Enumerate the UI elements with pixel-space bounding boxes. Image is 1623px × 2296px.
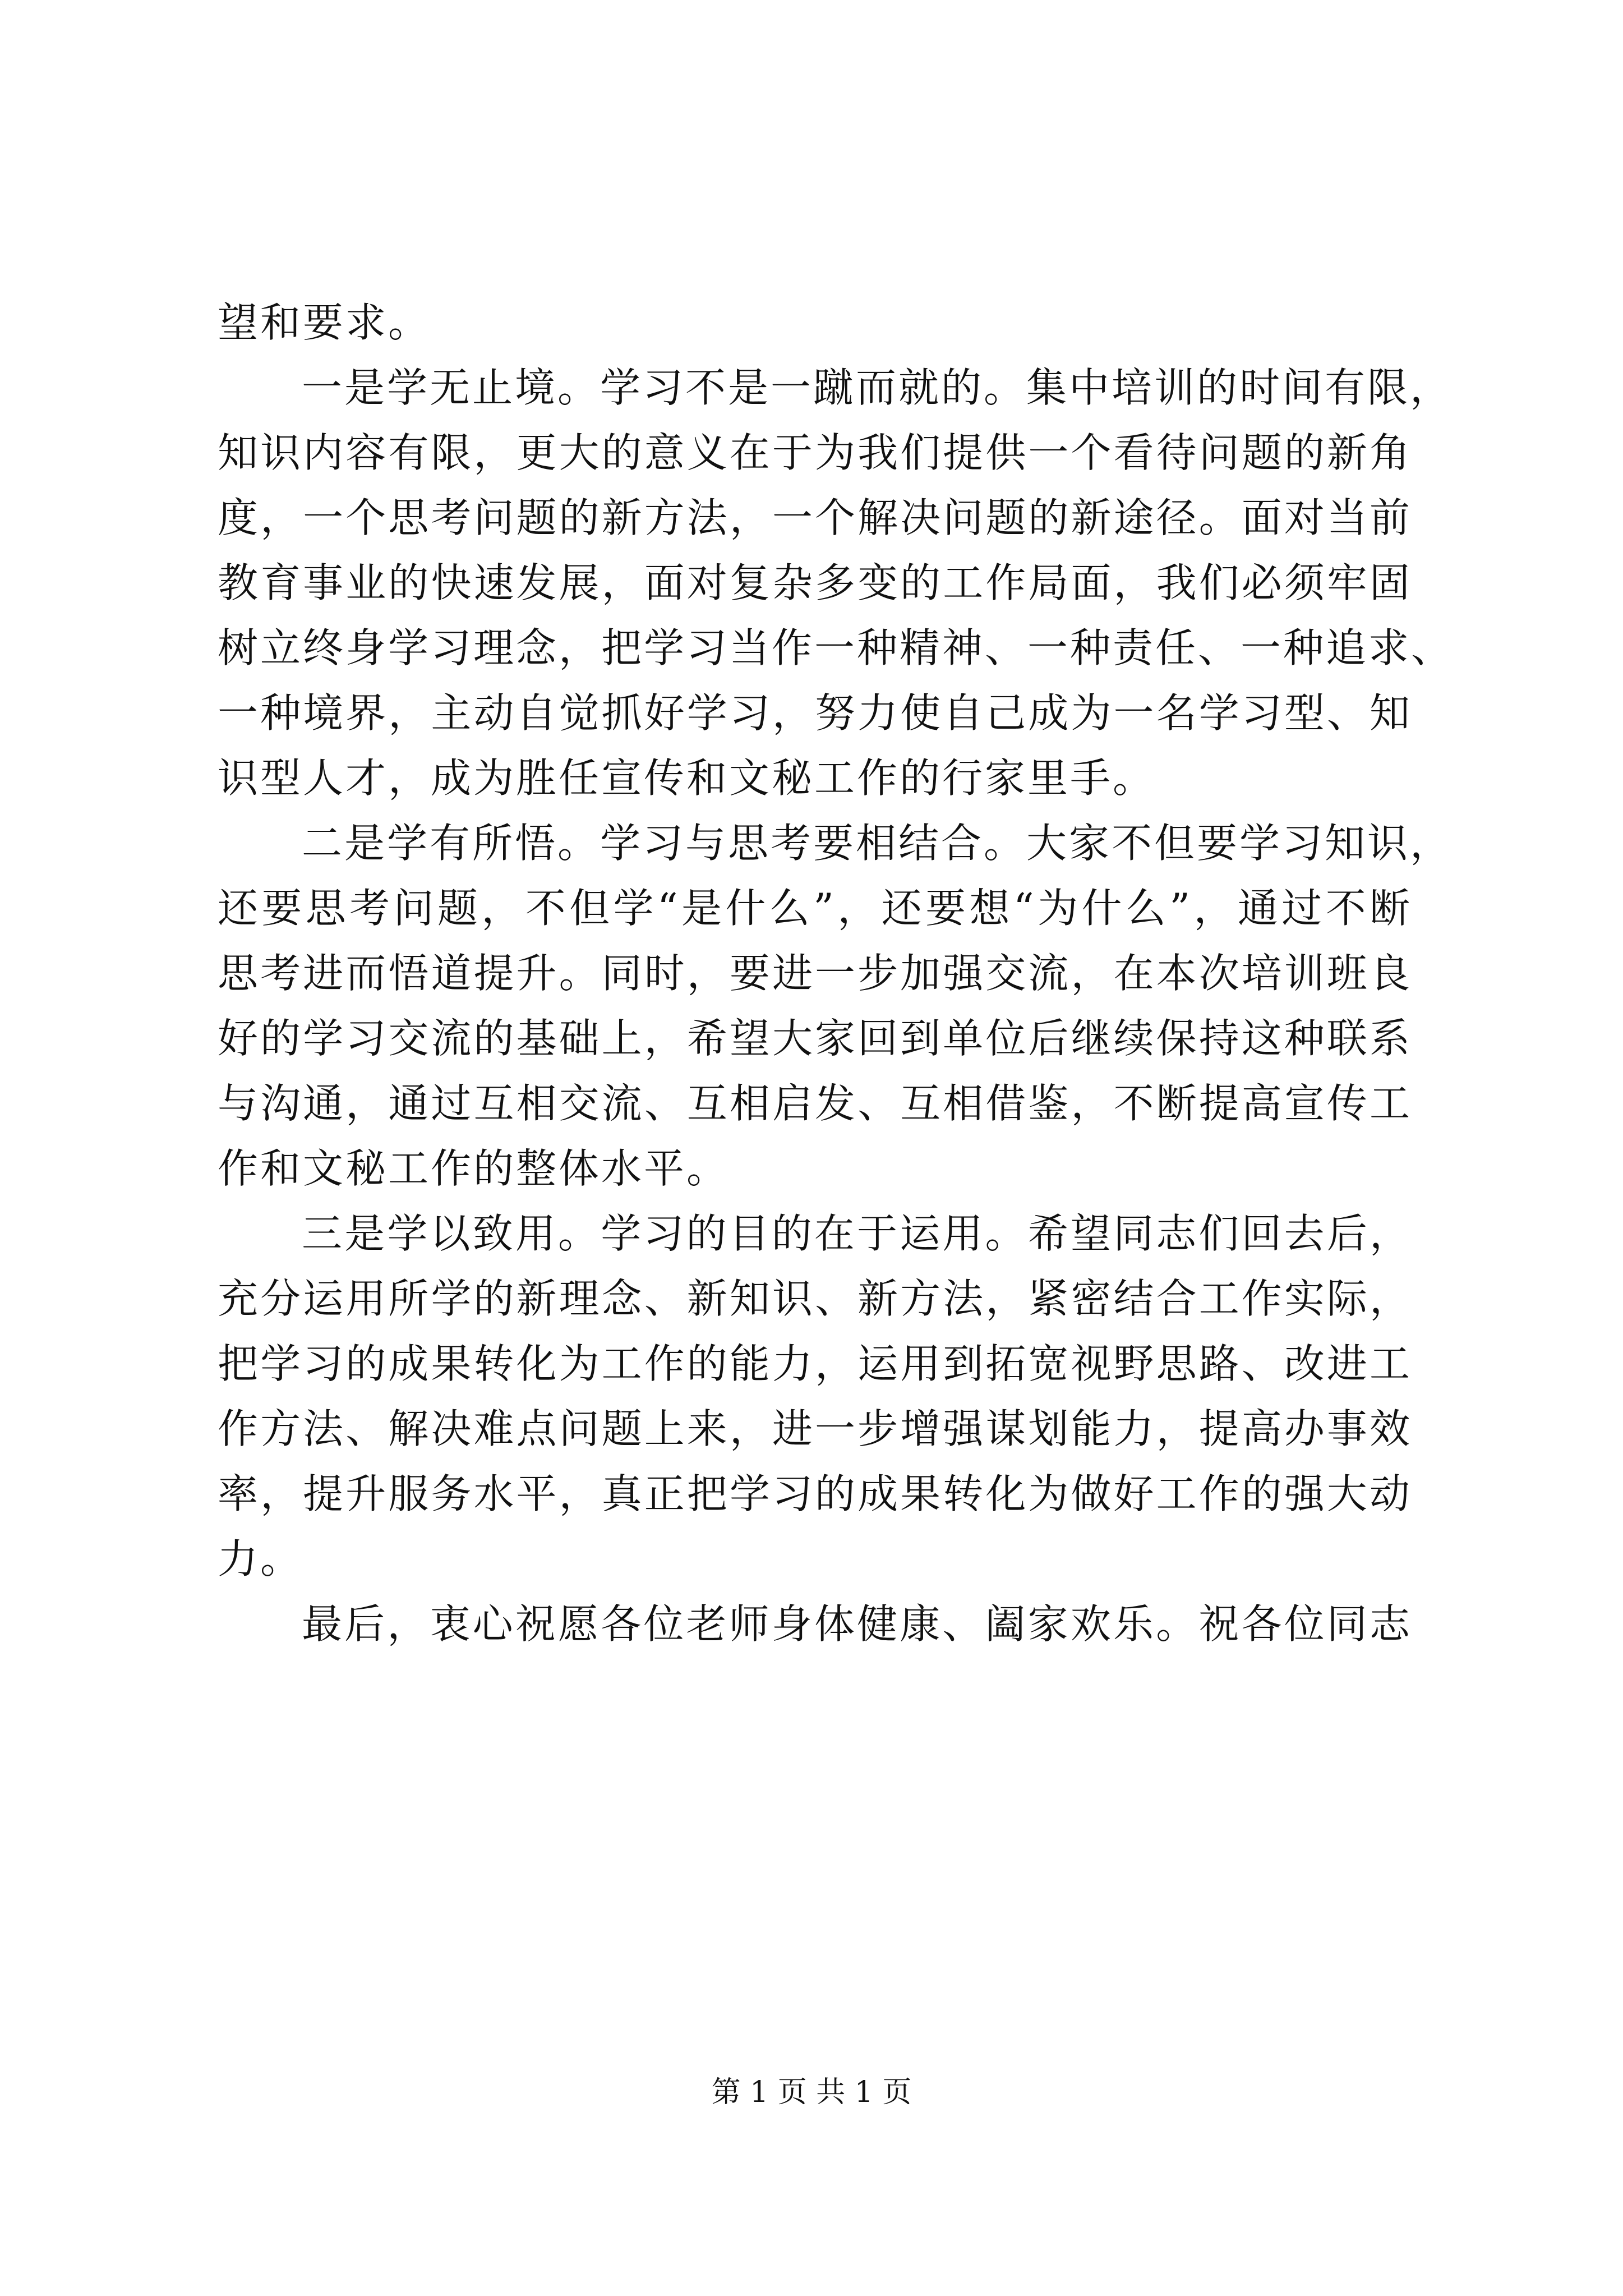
text-line: 好的学习交流的基础上，希望大家回到单位后继续保持这种联系 [218, 1015, 1412, 1062]
text-line: 充分运用所学的新理念、新知识、新方法，紧密结合工作实际， [218, 1275, 1412, 1322]
text-line: 把学习的成果转化为工作的能力，运用到拓宽视野思路、改进工 [218, 1340, 1412, 1387]
text-line: 思考进而悟道提升。同时，要进一步加强交流，在本次培训班良 [218, 950, 1412, 997]
text-line: 与沟通，通过互相交流、互相启发、互相借鉴，不断提高宣传工 [218, 1080, 1412, 1127]
text-line: 知识内容有限，更大的意义在于为我们提供一个看待问题的新角 [218, 429, 1412, 476]
text-line: 度，一个思考问题的新方法，一个解决问题的新途径。面对当前 [218, 494, 1412, 541]
text-line: 识型人才，成为胜任宣传和文秘工作的行家里手。 [218, 754, 1156, 802]
paragraph-3-start: 三是学以致用。学习的目的在于运用。希望同志们回去后， [302, 1210, 1412, 1257]
text-line: 率，提升服务水平，真正把学习的成果转化为做好工作的强大动 [218, 1470, 1412, 1517]
paragraph-1-start: 一是学无止境。学习不是一蹴而就的。集中培训的时间有限， [302, 364, 1453, 411]
text-line: 力。 [218, 1535, 303, 1582]
text-line: 教育事业的快速发展，面对复杂多变的工作局面，我们必须牢固 [218, 559, 1412, 606]
text-line: 还要思考问题，不但学“是什么”，还要想“为什么”，通过不断 [218, 885, 1412, 932]
paragraph-4-start: 最后，衷心祝愿各位老师身体健康、阖家欢乐。祝各位同志 [302, 1600, 1412, 1648]
text-line: 树立终身学习理念，把学习当作一种精神、一种责任、一种追求、 [218, 624, 1454, 671]
text-line: 作和文秘工作的整体水平。 [218, 1145, 730, 1192]
text-line: 望和要求。 [218, 299, 431, 346]
text-line: 作方法、解决难点问题上来，进一步增强谋划能力，提高办事效 [218, 1405, 1412, 1452]
page-number-footer: 第 1 页 共 1 页 [711, 2076, 912, 2109]
paragraph-2-start: 二是学有所悟。学习与思考要相结合。大家不但要学习知识， [302, 820, 1453, 867]
text-line: 一种境界，主动自觉抓好学习，努力使自己成为一名学习型、知 [218, 689, 1412, 737]
